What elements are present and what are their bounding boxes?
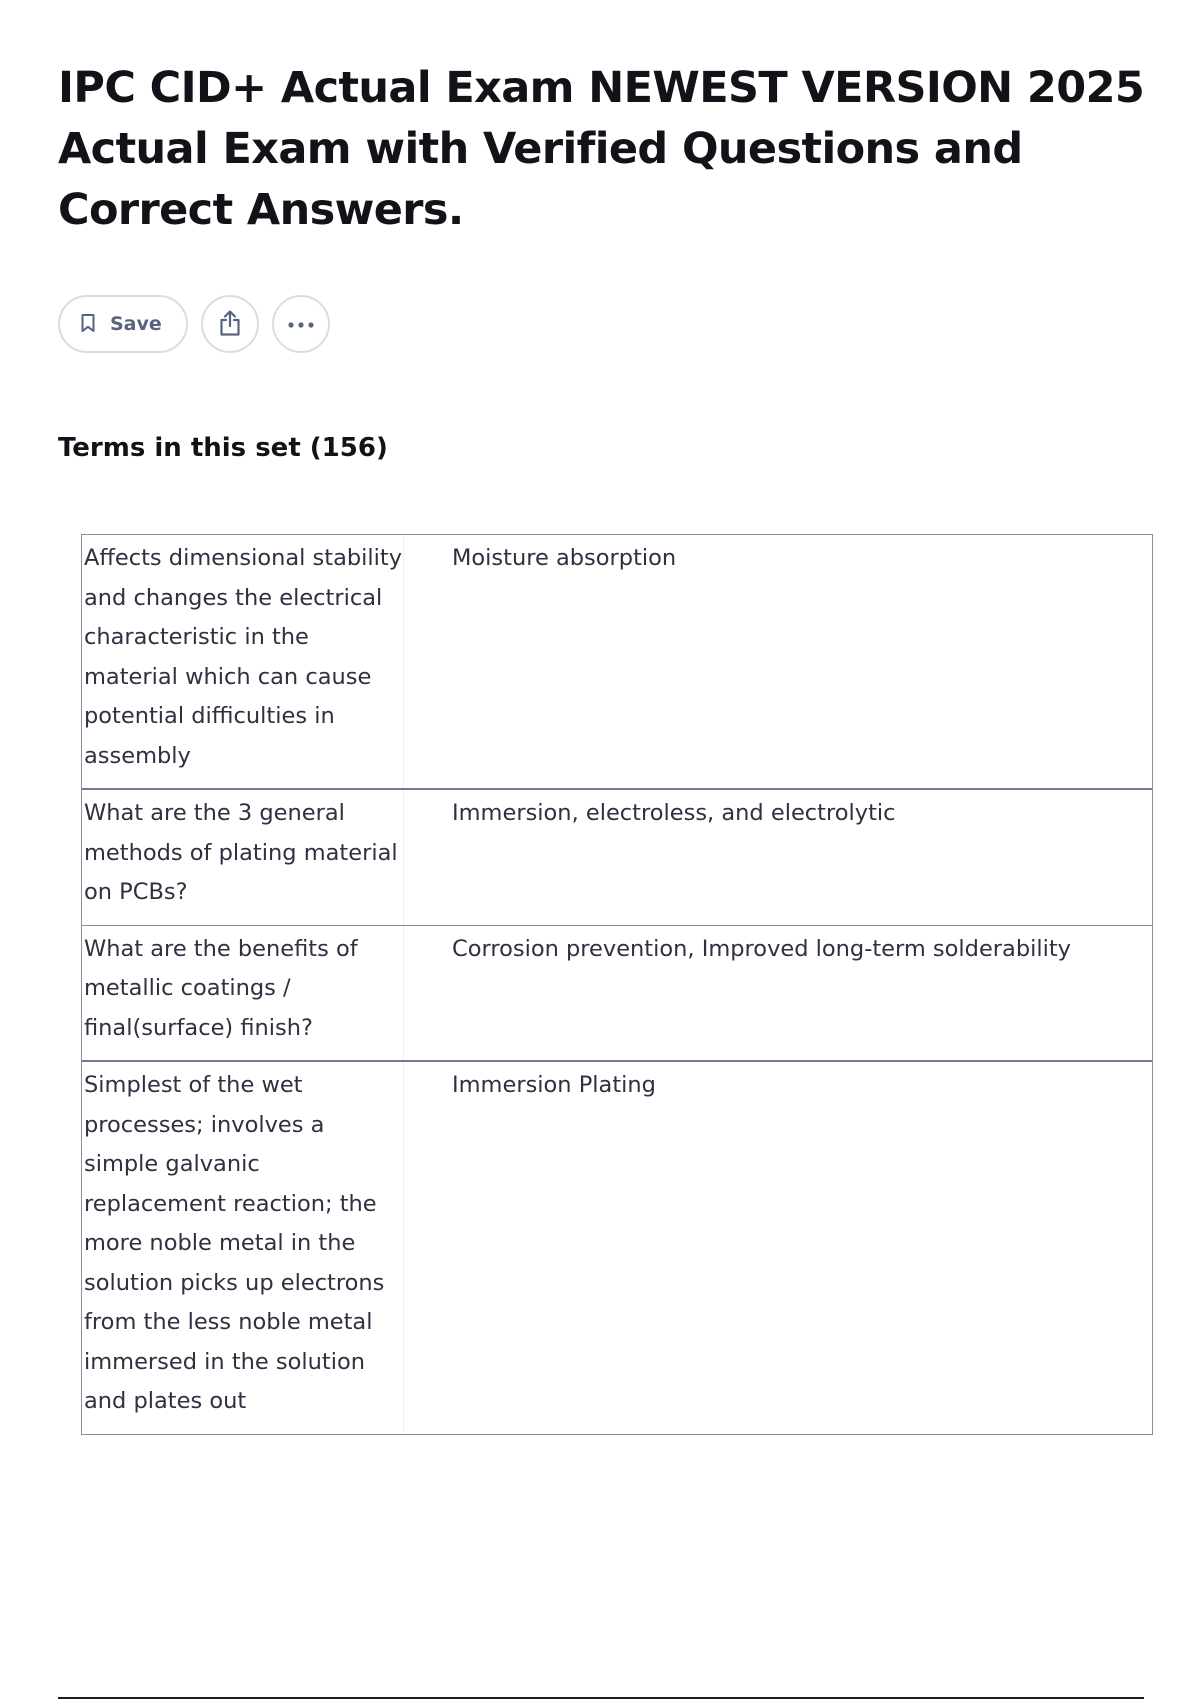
term-row [82,535,1152,788]
definition-text: Moisture absorption [452,545,677,571]
share-button[interactable] [201,295,259,353]
terms-table [81,534,1153,1435]
terms-heading: Terms in this set (156) [58,433,388,463]
definition-text: Immersion Plating [452,1072,656,1098]
more-horizontal-icon [287,317,315,332]
bottom-divider [58,1697,1144,1699]
term-row [82,788,1152,925]
save-label: Save [110,313,162,335]
definition-text: Corrosion prevention, Improved long-term solderability [452,935,1072,962]
term-text: Simplest of the wet processes; involves a simple galvanic replacement reaction; the more noble metal in the solution picks up electrons from the less noble metal immersed in the solution and plates out [82,1062,404,1434]
more-options-button[interactable] [272,295,330,353]
save-button[interactable] [58,295,188,353]
page-title: IPC CID+ Actual Exam NEWEST VERSION 2025 Actual Exam with Verified Questions and Correct Answers. [58,63,1145,235]
term-text: What are the 3 general methods of plating material on PCBs? [82,790,404,925]
term-row [82,925,1152,1061]
term-text: What are the benefits of metallic coatings / final(surface) finish? [82,926,404,1061]
definition-text: Immersion, electroless, and electrolytic [452,800,896,826]
share-icon [217,309,243,340]
bookmark-icon [80,313,96,336]
action-toolbar [58,295,330,353]
term-row [82,1060,1152,1434]
term-text: Affects dimensional stability and changes the electrical characteristic in the material which can cause potential difficulties in assembly [82,535,404,788]
